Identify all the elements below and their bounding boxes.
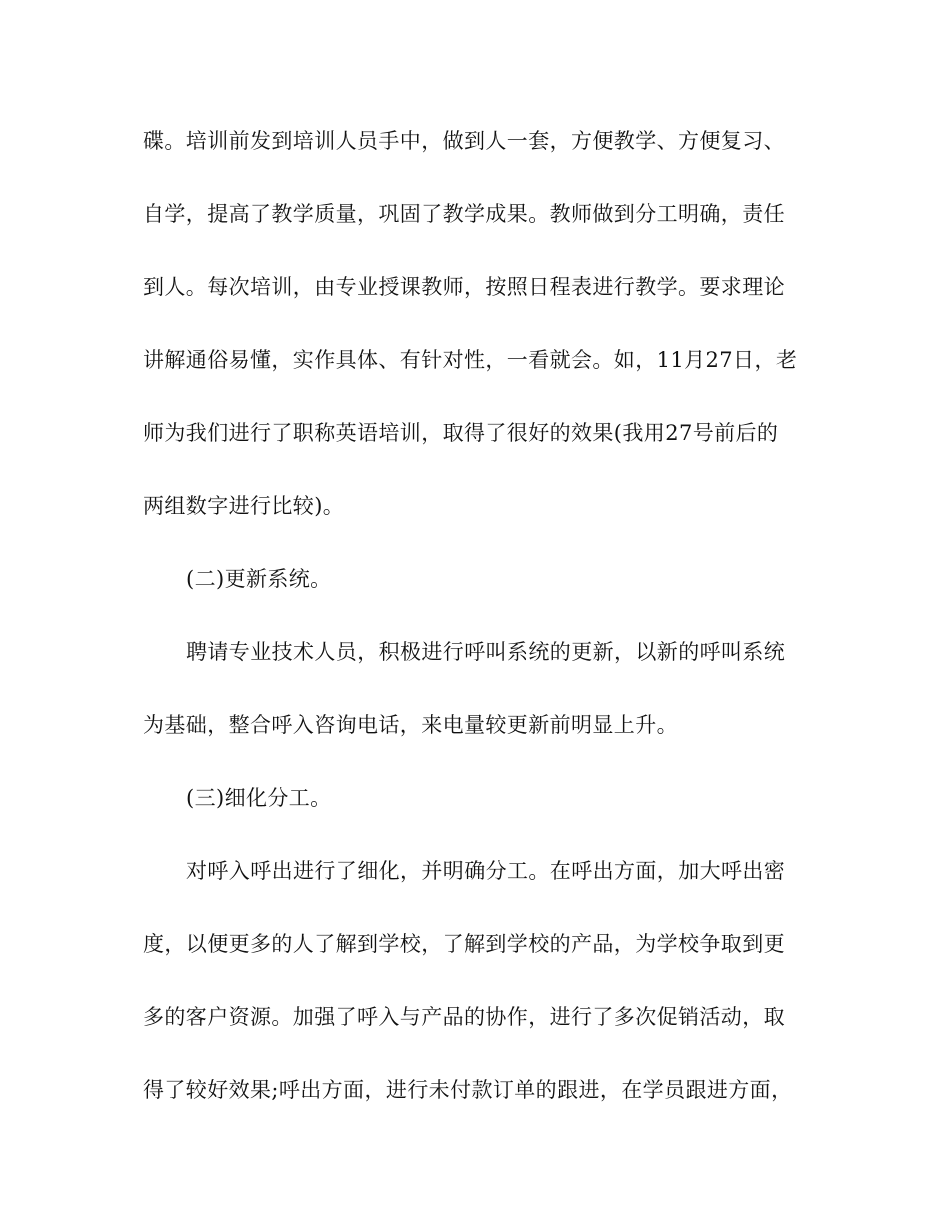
section-heading: (三)细化分工。: [186, 786, 332, 810]
text-line: 为基础，整合呼入咨询电话，来电量较更新前明显上升。: [143, 713, 678, 737]
section-heading: (二)更新系统。: [186, 567, 332, 591]
text-line: 自学，提高了教学质量，巩固了教学成果。教师做到分工明确，责任: [143, 202, 785, 226]
text-line: 到人。每次培训，由专业授课教师，按照日程表进行教学。要求理论: [143, 275, 785, 299]
text-line: 碟。培训前发到培训人员手中，做到人一套，方便教学、方便复习、: [143, 129, 785, 153]
text-line: 度，以便更多的人了解到学校，了解到学校的产品，为学校争取到更: [143, 932, 785, 956]
text-line: 两组数字进行比较)。: [143, 494, 345, 518]
text-line: 得了较好效果;呼出方面，进行未付款订单的跟进，在学员跟进方面，: [143, 1078, 793, 1102]
text-line: 讲解通俗易懂，实作具体、有针对性，一看就会。如，11月27日，老: [143, 348, 798, 372]
text-line: 对呼入呼出进行了细化，并明确分工。在呼出方面，加大呼出密: [186, 859, 786, 883]
text-line: 师为我们进行了职称英语培训，取得了很好的效果(我用27号前后的: [143, 421, 779, 445]
text-line: 多的客户资源。加强了呼入与产品的协作，进行了多次促销活动，取: [143, 1005, 785, 1029]
text-line: 聘请专业技术人员，积极进行呼叫系统的更新，以新的呼叫系统: [186, 640, 786, 664]
